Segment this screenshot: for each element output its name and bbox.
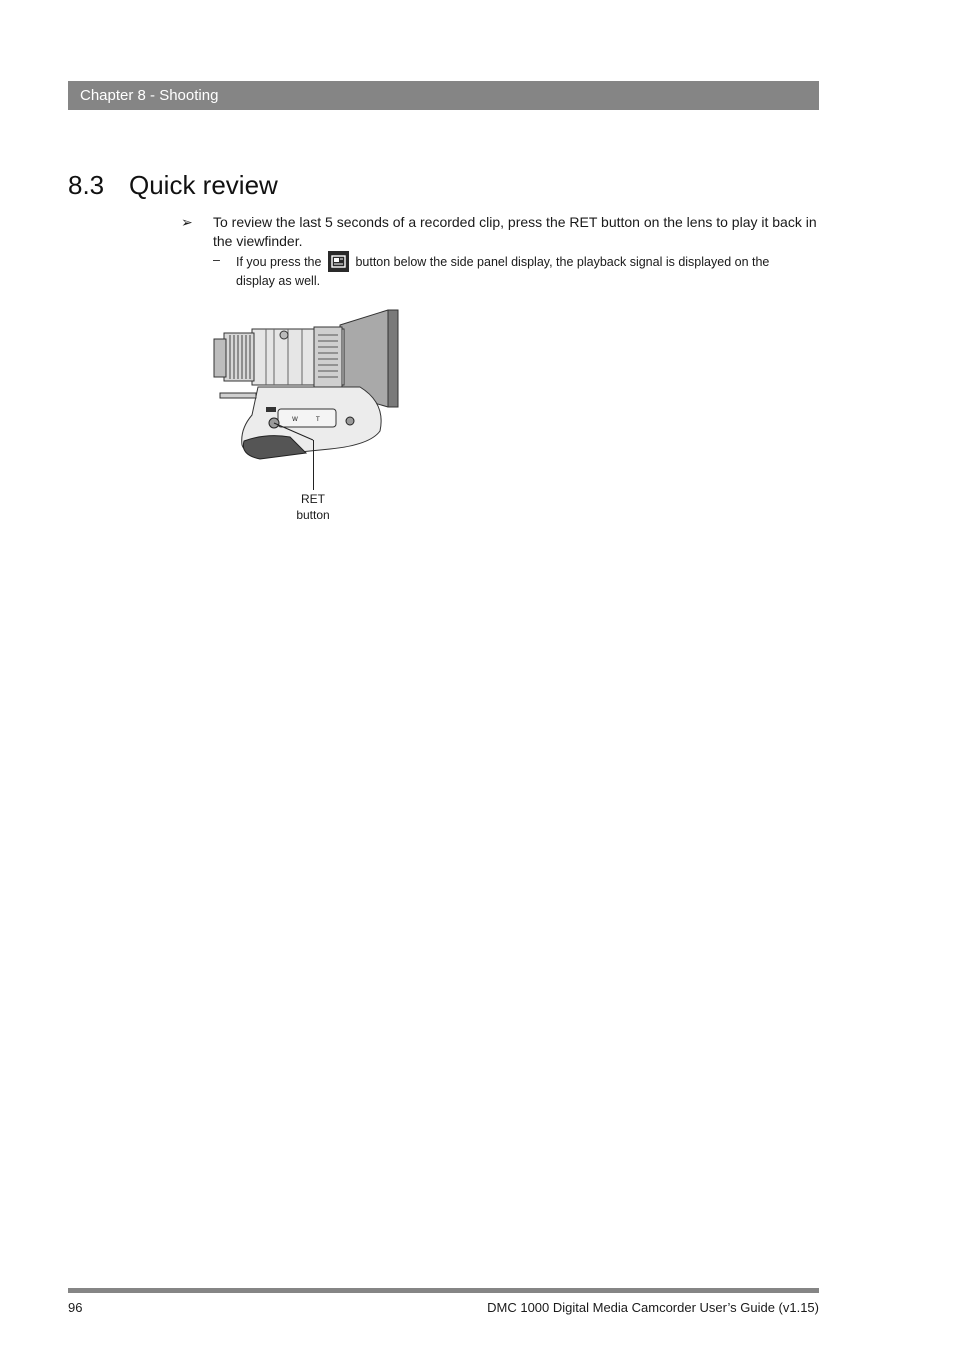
chapter-title: Chapter 8 - Shooting — [80, 87, 219, 104]
page-number: 96 — [68, 1300, 83, 1315]
bullet-arrow: ➢ — [181, 214, 193, 230]
step-instruction: To review the last 5 seconds of a recorded clip, press the RET button on the lens to play it back in the viewfinder. — [213, 214, 817, 249]
footer-rule — [68, 1288, 819, 1293]
svg-text:T: T — [316, 416, 320, 423]
display-playback-icon — [328, 251, 349, 272]
chapter-header-bar — [68, 81, 819, 110]
ret-button-callout: RET button — [296, 492, 330, 522]
svg-text:W: W — [292, 416, 298, 423]
substep-text-before: If you press the — [236, 255, 322, 269]
section-number: 8.3 — [68, 170, 105, 200]
lens-illustration — [210, 305, 405, 470]
substep-note — [236, 251, 806, 291]
section-heading — [68, 170, 278, 201]
section-title: Quick review — [129, 170, 278, 200]
substep-text-after: button below the side panel display, the playback signal is displayed on the display as well. — [236, 255, 770, 288]
callout-leader-line — [313, 440, 314, 490]
substep-dash: – — [213, 253, 220, 267]
document-title: DMC 1000 Digital Media Camcorder User’s Guide (v1.15) — [487, 1300, 819, 1315]
